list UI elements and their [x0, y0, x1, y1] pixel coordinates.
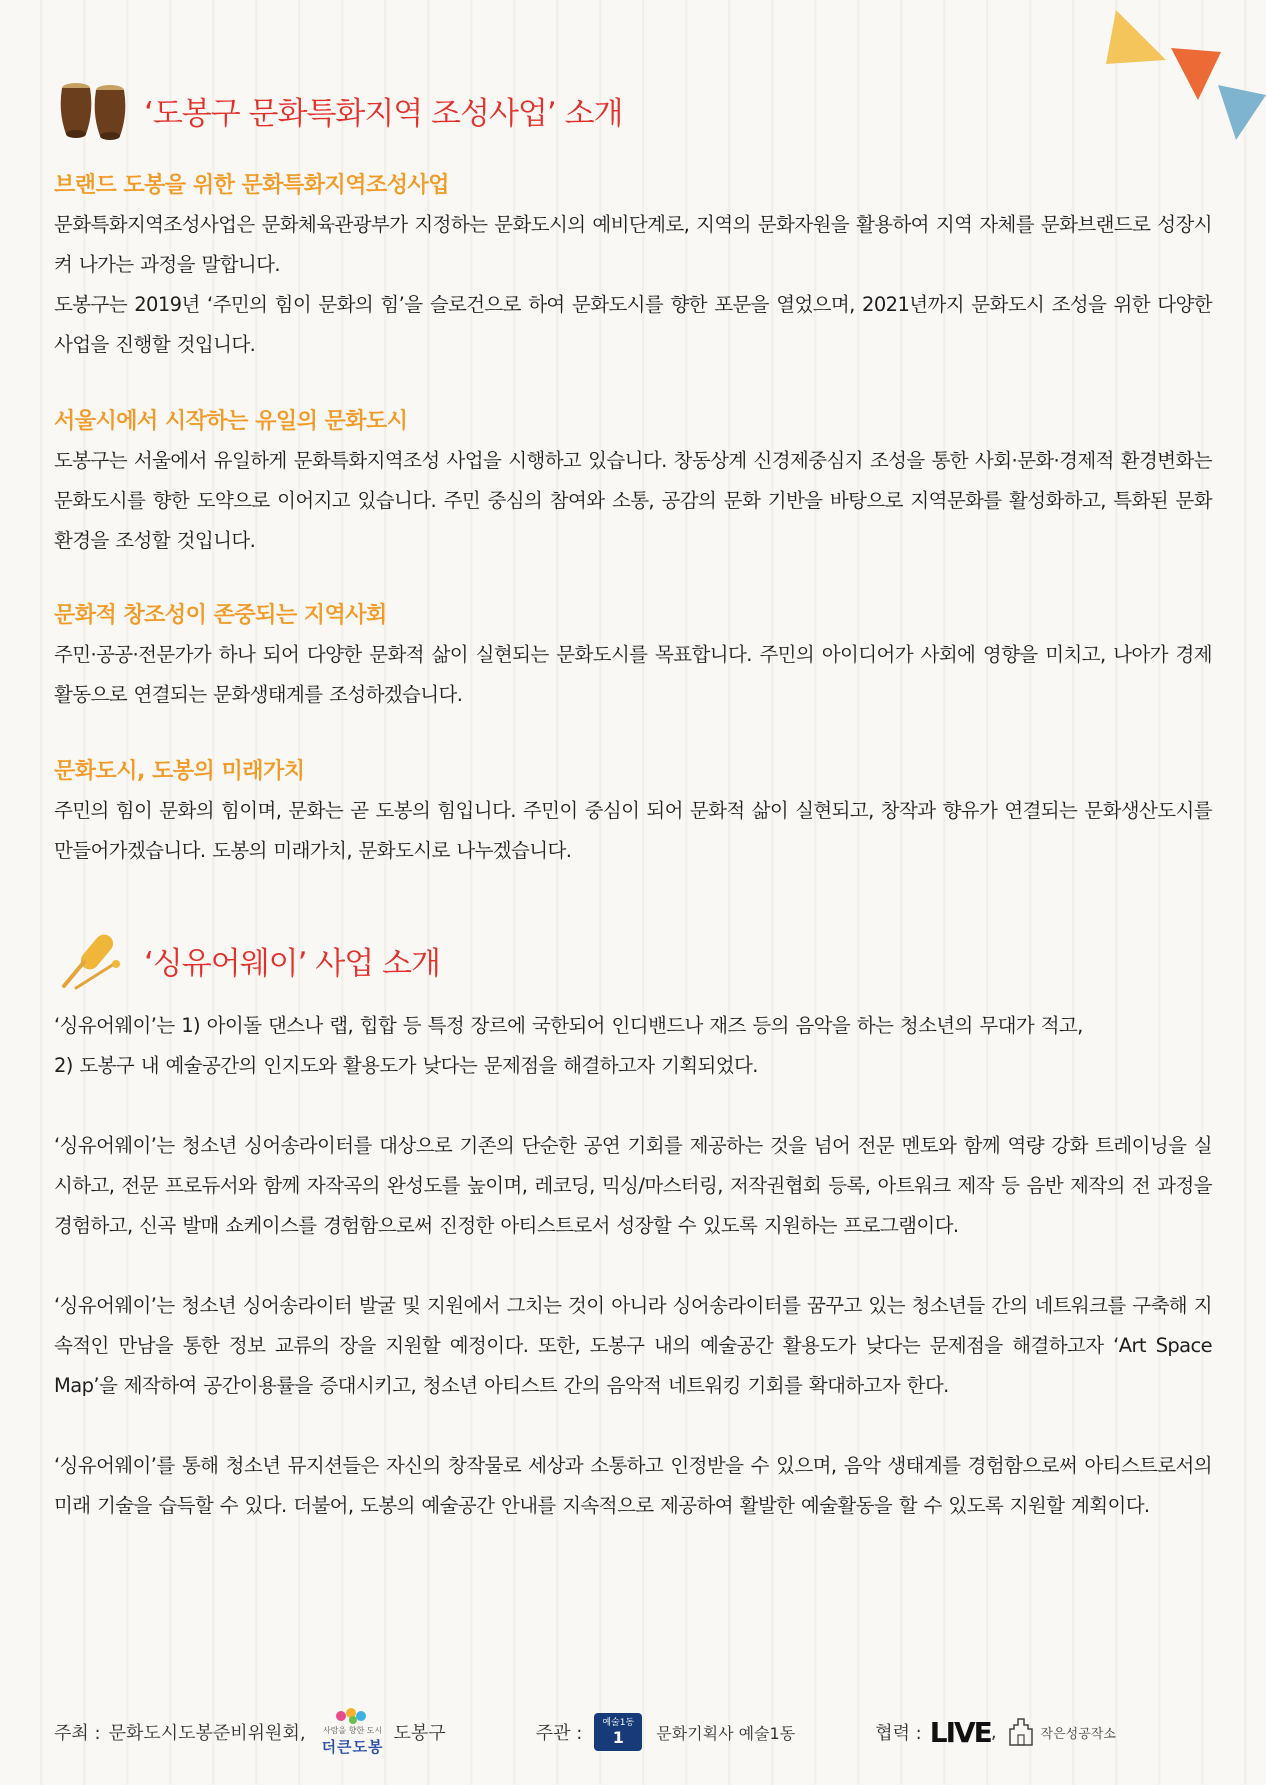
footer — [54, 1712, 1212, 1756]
small-success-lab-logo: 작은성공작소 — [1040, 1726, 1116, 1742]
sign-top: 예술1동 — [602, 1717, 635, 1728]
paragraph: ‘싱유어웨이’를 통해 청소년 뮤지션들은 자신의 창작물로 세상과 소통하고 인정받을 수 있으며, 음악 생태계를 경험함으로써 아티스트로서의 미래 기술을 습득할 수 있다. 더불어, 도봉의 예술공간 안내를 지속적으로 제공하여 활발한 예술활동을 할 수 있도록 지원할 계획이다. — [54, 1454, 1212, 1517]
paragraph: 도봉구는 서울에서 유일하게 문화특화지역조성 사업을 시행하고 있습니다. 창동상계 신경제중심지 조성을 통한 사회·문화·경제적 환경변화는 문화도시를 향한 도약으로 이어지고 있습니다. 주민 중심의 참여와 소통, 공감의 문화 기반을 바탕으로 지역문화를 활성화하고, 특화된 문화환경을 조성할 것입니다. — [54, 449, 1212, 552]
block-seoul-unique — [54, 404, 1212, 561]
paragraph: ‘싱유어웨이’는 1) 아이돌 댄스나 랩, 힙합 등 특정 장르에 국한되어 인디밴드나 재즈 등의 음악을 하는 청소년의 무대가 적고, 2) 도봉구 내 예술공간의 인지도와 활용도가 낮다는 문제점을 해결하고자 기획되었다. — [54, 1014, 1083, 1077]
section2-title-text: ‘싱유어웨이’ 사업 소개 — [144, 945, 440, 982]
block-cultural-creativity — [54, 598, 1212, 715]
yesul1dong-sign-logo — [594, 1713, 642, 1751]
dobong-logo — [322, 1707, 384, 1757]
host-label: 주최 : — [54, 1723, 101, 1744]
castle-icon — [1007, 1717, 1035, 1747]
dobong-logo-mark-icon — [333, 1707, 373, 1725]
page — [54, 0, 1212, 1785]
block-sing-your-way — [54, 1006, 1212, 1526]
dobong-logo-sub: 사람을 향한 도시 — [322, 1726, 383, 1735]
paragraph: ‘싱유어웨이’는 청소년 싱어송라이터 발굴 및 지원에서 그치는 것이 아니라 싱어송라이터를 꿈꾸고 있는 청소년들 간의 네트워크를 구축해 지속적인 만남을 통한 정보 교류의 장을 지원할 예정이다. 또한, 도봉구 내의 예술공간 활용도가 낮다는 문제점을 해결하고자 ‘Art Space Map’을 제작하여 공간이용률을 증대시키고, 청소년 아티스트 간의 음악적 네트워킹 기회를 확대하고자 한다. — [54, 1294, 1212, 1397]
live-logo: LIVE — [929, 1715, 991, 1749]
subheading: 서울시에서 시작하는 유일의 문화도시 — [54, 409, 408, 434]
subheading: 문화적 창조성이 존중되는 지역사회 — [54, 603, 387, 628]
drums-icon — [54, 78, 134, 142]
organizer-name: 문화기획사 예술1동 — [656, 1723, 796, 1743]
paragraph: 문화특화지역조성사업은 문화체육관광부가 지정하는 문화도시의 예비단계로, 지역의 문화자원을 활용하여 지역 자체를 문화브랜드로 성장시켜 나가는 과정을 말합니다. — [54, 213, 1212, 276]
host-name: 문화도시도봉준비위원회, — [108, 1723, 306, 1744]
host-name2: 도봉구 — [393, 1723, 446, 1744]
section1-title — [54, 78, 622, 142]
subheading: 문화도시, 도봉의 미래가치 — [54, 759, 305, 784]
block-future-value — [54, 754, 1212, 871]
partner-separator: , — [990, 1721, 997, 1743]
organizer-label: 주관 : — [535, 1723, 583, 1744]
subheading: 브랜드 도봉을 위한 문화특화지역조성사업 — [54, 173, 450, 198]
paragraph: 주민·공공·전문가가 하나 되어 다양한 문화적 삶이 실현되는 문화도시를 목표합니다. 주민의 아이디어가 사회에 영향을 미치고, 나아가 경제활동으로 연결되는 문화생태계를 조성하겠습니다. — [54, 643, 1212, 706]
partner-label: 협력 : — [875, 1723, 922, 1744]
block-brand-dobong — [54, 168, 1212, 365]
dobong-logo-text: 더큰도봉 — [321, 1738, 384, 1756]
sign-num: 1 — [612, 1727, 624, 1747]
section1-title-text: ‘도봉구 문화특화지역 조성사업’ 소개 — [144, 95, 623, 132]
section2-title — [54, 928, 440, 992]
paragraph: ‘싱유어웨이’는 청소년 싱어송라이터를 대상으로 기존의 단순한 공연 기회를 제공하는 것을 넘어 전문 멘토와 함께 역량 강화 트레이닝을 실시하고, 전문 프로듀서와 함께 자작곡의 완성도를 높이며, 레코딩, 믹싱/마스터링, 저작권협회 등록, 아트워크 제작 등 음반 제작의 전 과정을 경험하고, 신곡 발매 쇼케이스를 경험함으로써 진정한 아티스트로서 성장할 수 있도록 지원하는 프로그램이다. — [54, 1134, 1212, 1237]
shaker-icon — [54, 928, 134, 992]
paragraph: 도봉구는 2019년 ‘주민의 힘이 문화의 힘’을 슬로건으로 하여 문화도시를 향한 포문을 열었으며, 2021년까지 문화도시 조성을 위한 다양한 사업을 진행할 것입니다. — [54, 293, 1212, 356]
paragraph: 주민의 힘이 문화의 힘이며, 문화는 곧 도봉의 힘입니다. 주민이 중심이 되어 문화적 삶이 실현되고, 창작과 향유가 연결되는 문화생산도시를 만들어가겠습니다. 도봉의 미래가치, 문화도시로 나누겠습니다. — [54, 799, 1212, 862]
